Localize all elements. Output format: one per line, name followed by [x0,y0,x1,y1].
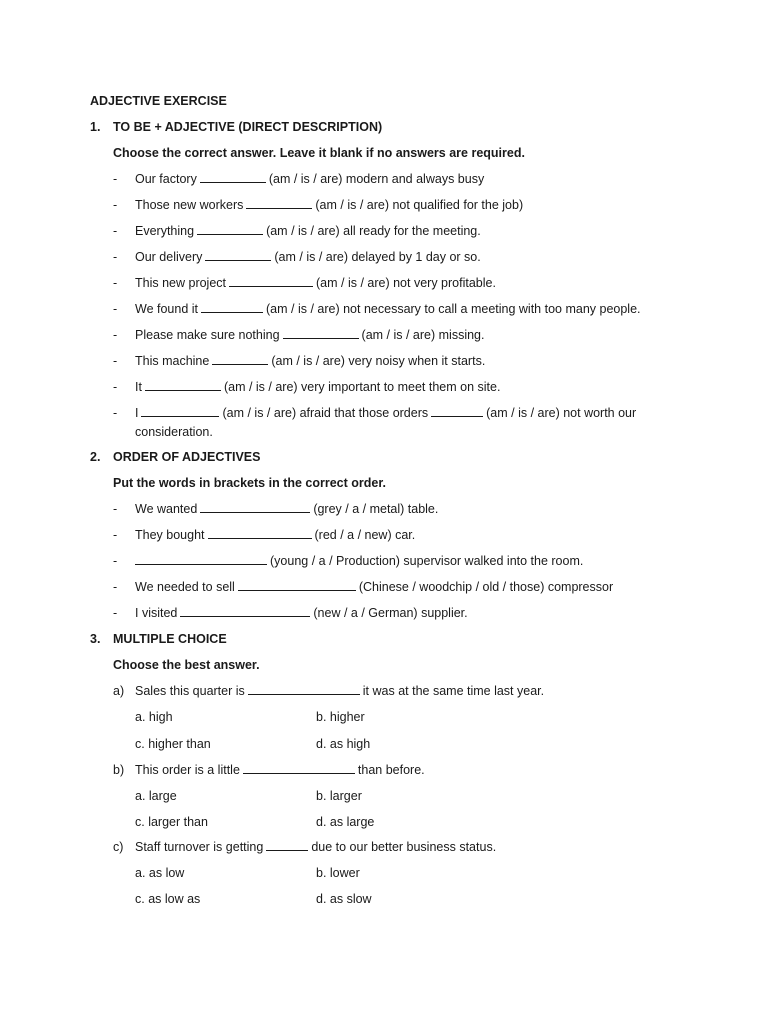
question-text: This order is a little [135,763,240,777]
answer-blank[interactable] [238,580,356,591]
item-text: (red / a / new) car. [314,528,416,542]
answer-blank[interactable] [201,302,263,313]
bullet-dash: - [113,354,118,368]
item-text: I visited [135,606,178,620]
section-title: MULTIPLE CHOICE [113,632,227,646]
answer-blank[interactable] [135,554,267,565]
item-text: (am / is / are) very noisy when it starts. [271,354,486,368]
answer-blank[interactable] [180,606,310,617]
item-text: (am / is / are) very important to meet them on site. [223,380,501,394]
question-text: it was at the same time last year. [362,684,545,698]
option[interactable]: b. lower [316,866,360,880]
item-text: This machine [135,354,210,368]
answer-blank[interactable] [266,840,308,851]
answer-blank[interactable] [197,224,263,235]
bullet-dash: - [113,606,118,620]
item-text: I [135,406,139,420]
answer-blank[interactable] [205,250,271,261]
question-text: than before. [357,763,425,777]
item-text: We found it [135,302,199,316]
section-title: TO BE + ADJECTIVE (DIRECT DESCRIPTION) [113,120,383,134]
answer-blank[interactable] [141,406,219,417]
item-text: (young / a / Production) supervisor walked into the room. [270,554,584,568]
section-number: 2. [90,450,101,464]
bullet-dash: - [113,502,118,516]
item-text: We needed to sell [135,580,235,594]
question-text: due to our better business status. [311,840,497,854]
item-text: Our delivery [135,250,203,264]
item-text: (am / is / are) afraid that those orders [222,406,429,420]
option[interactable]: c. as low as [135,892,201,906]
answer-blank[interactable] [229,276,313,287]
answer-blank[interactable] [200,172,266,183]
item-text: (Chinese / woodchip / old / those) compressor [358,580,614,594]
option[interactable]: a. high [135,710,173,724]
bullet-dash: - [113,554,118,568]
item-text: Everything [135,224,195,238]
item-text: Our factory [135,172,197,186]
item-text: (am / is / are) not worth our [486,406,637,420]
bullet-dash: - [113,380,118,394]
bullet-dash: - [113,276,118,290]
question-letter: a) [113,684,125,698]
page-title: ADJECTIVE EXERCISE [90,94,227,108]
bullet-dash: - [113,172,118,186]
bullet-dash: - [113,224,118,238]
section-3-instruction: Choose the best answer. [113,658,260,672]
section-number: 1. [90,120,101,134]
answer-blank[interactable] [283,328,359,339]
option[interactable]: b. higher [316,710,365,724]
option[interactable]: c. larger than [135,815,208,829]
item-text: (am / is / are) all ready for the meeting. [266,224,481,238]
bullet-dash: - [113,580,118,594]
question-letter: b) [113,763,125,777]
section-1-instruction: Choose the correct answer. Leave it blank if no answers are required. [113,146,525,160]
item-text: This new project [135,276,227,290]
item-text: We wanted [135,502,198,516]
item-text: (grey / a / metal) table. [313,502,439,516]
answer-blank[interactable] [208,528,312,539]
item-text: (am / is / are) missing. [361,328,485,342]
question-text: Staff turnover is getting [135,840,264,854]
option[interactable]: d. as slow [316,892,372,906]
item-text: (am / is / are) modern and always busy [268,172,485,186]
option[interactable]: c. higher than [135,737,211,751]
item-text: They bought [135,528,205,542]
bullet-dash: - [113,528,118,542]
option[interactable]: d. as large [316,815,375,829]
question-letter: c) [113,840,124,854]
bullet-dash: - [113,250,118,264]
answer-blank[interactable] [212,354,268,365]
answer-blank[interactable] [248,684,360,695]
item-text: Those new workers [135,198,244,212]
option[interactable]: d. as high [316,737,371,751]
item-text: (am / is / are) not qualified for the job) [315,198,524,212]
answer-blank[interactable] [246,198,312,209]
item-text: (am / is / are) not very profitable. [316,276,496,290]
section-title: ORDER OF ADJECTIVES [113,450,261,464]
answer-blank[interactable] [145,380,221,391]
bullet-dash: - [113,406,118,420]
item-text: It [135,380,142,394]
answer-blank[interactable] [243,763,355,774]
option[interactable]: b. larger [316,789,362,803]
section-number: 3. [90,632,101,646]
section-2-instruction: Put the words in brackets in the correct order. [113,476,386,490]
item-text: (am / is / are) not necessary to call a meeting with too many people. [266,302,641,316]
item-continuation: consideration. [135,425,213,439]
item-text: (new / a / German) supplier. [313,606,468,620]
item-text: (am / is / are) delayed by 1 day or so. [274,250,481,264]
bullet-dash: - [113,198,118,212]
answer-blank[interactable] [431,406,483,417]
item-text: Please make sure nothing [135,328,280,342]
answer-blank[interactable] [200,502,310,513]
bullet-dash: - [113,302,118,316]
option[interactable]: a. large [135,789,177,803]
option[interactable]: a. as low [135,866,185,880]
question-text: Sales this quarter is [135,684,245,698]
bullet-dash: - [113,328,118,342]
